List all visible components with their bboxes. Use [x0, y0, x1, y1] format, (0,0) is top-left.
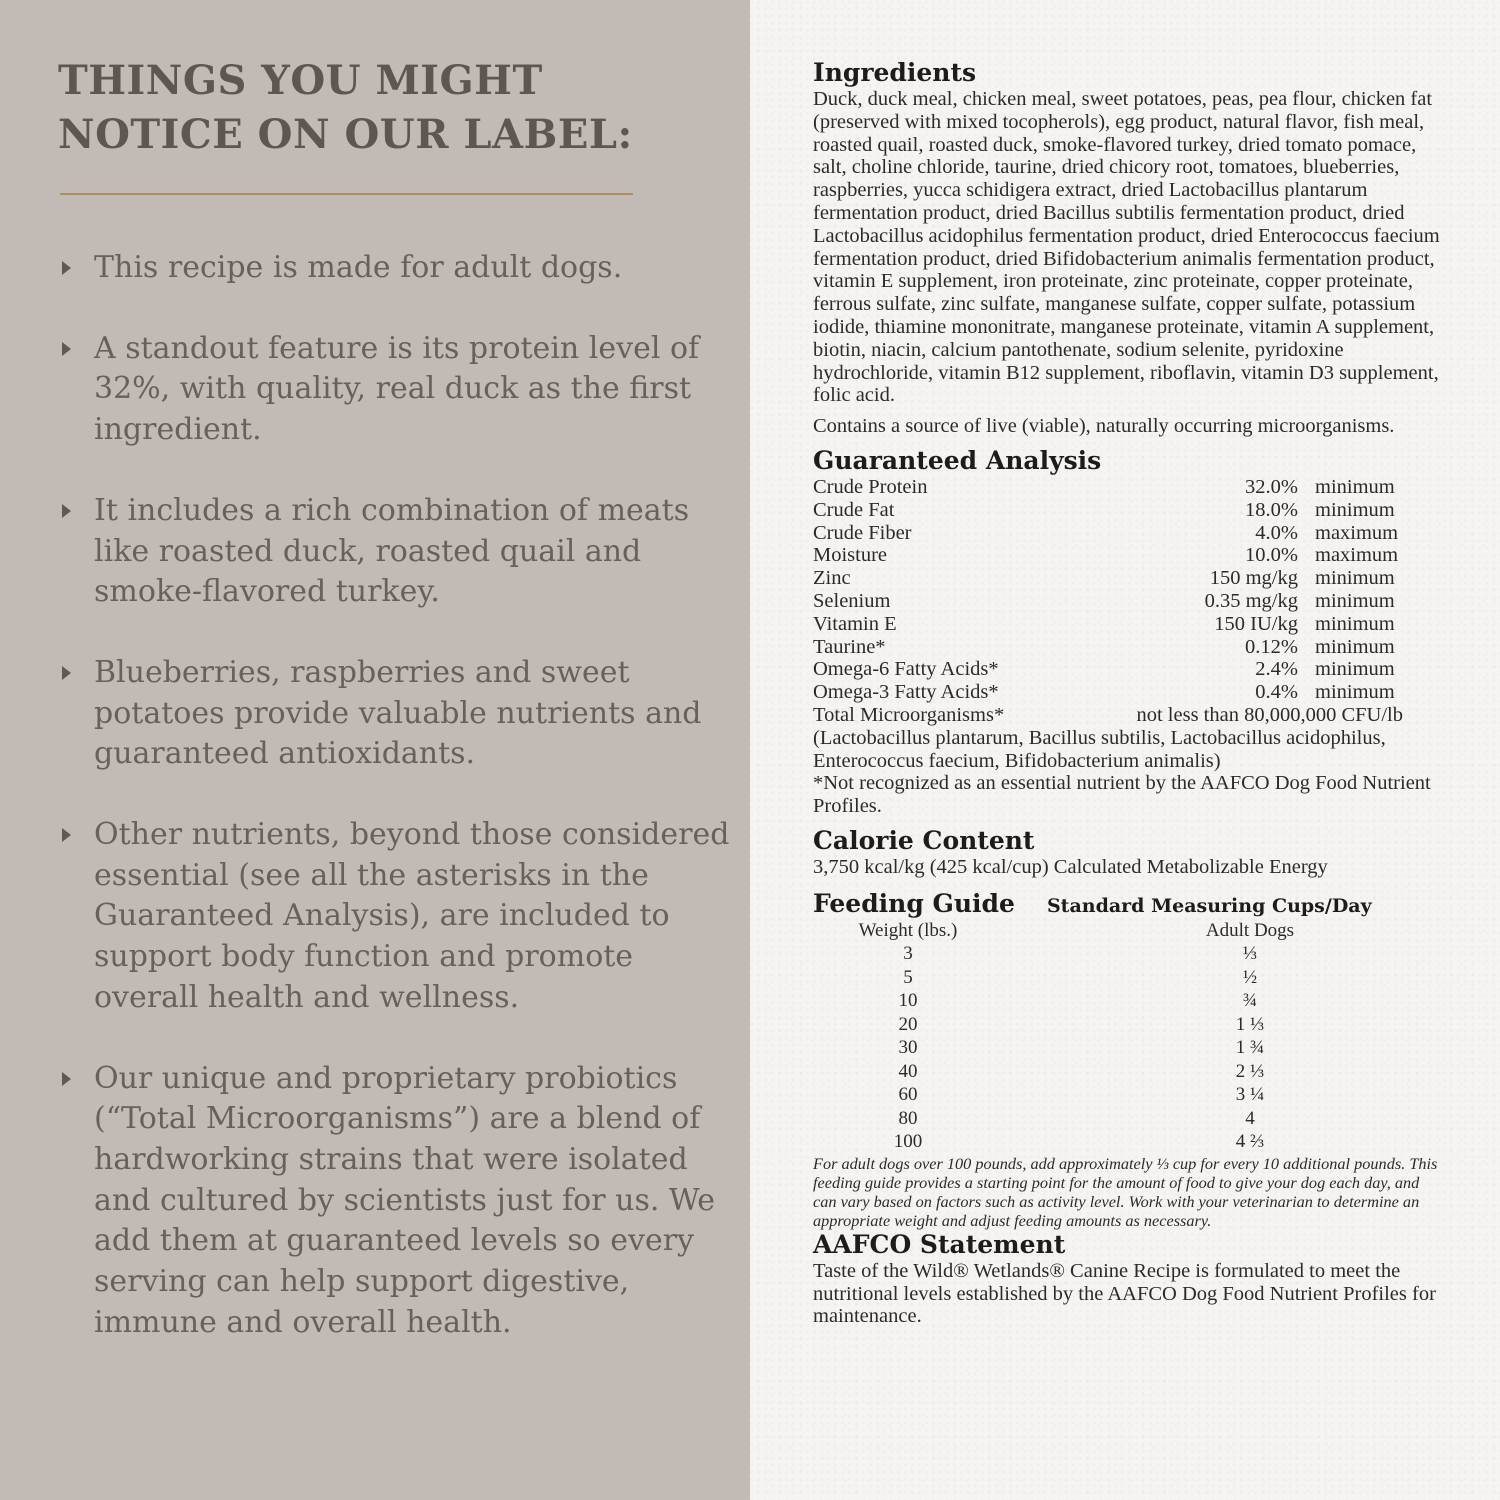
- feature-text: It includes a rich combination of meats like roasted duck, roasted quail and smoke-flavored turkey.: [94, 492, 690, 610]
- analysis-row: [813, 544, 1403, 567]
- feeding-weight: 5: [903, 966, 913, 988]
- analysis-name: Selenium: [813, 589, 891, 612]
- analysis-name: Omega-3 Fatty Acids*: [813, 681, 999, 704]
- triangle-bullet-icon: [62, 261, 71, 275]
- analysis-name: Zinc: [813, 567, 851, 590]
- feeding-row: [813, 966, 1395, 990]
- feature-item: [62, 248, 732, 289]
- feature-text: Blueberries, raspberries and sweet potatoes provide valuable nutrients and guaranteed antioxidants.: [94, 654, 702, 772]
- analysis-value: 0.35 mg/kg: [1204, 589, 1298, 612]
- guaranteed-analysis-title: Guaranteed Analysis: [813, 445, 1102, 475]
- analysis-row: [813, 522, 1403, 545]
- analysis-value: 150 IU/kg: [1214, 612, 1298, 635]
- microorganisms-note: Contains a source of live (viable), naturally occurring microorganisms.: [813, 415, 1395, 438]
- feeding-row: [813, 1036, 1395, 1060]
- feeding-cups: 1 ⅓: [1235, 1013, 1265, 1035]
- feeding-cups: 1 ¾: [1235, 1037, 1265, 1059]
- analysis-value: 0.12%: [1245, 635, 1298, 658]
- analysis-qualifier: minimum: [1315, 635, 1395, 658]
- headline-divider: [60, 193, 633, 195]
- feeding-guide-section: [813, 889, 1443, 1230]
- analysis-qualifier: minimum: [1315, 612, 1395, 635]
- analysis-qualifier: maximum: [1315, 521, 1399, 544]
- calorie-text: 3,750 kcal/kg (425 kcal/cup) Calculated Metabolizable Energy: [813, 855, 1328, 878]
- feeding-note: For adult dogs over 100 pounds, add approximately ⅓ cup for every 10 additional pounds. This feeding guide provides a starting point for the amount of food to give your dog each day, and can vary based on factors such as activity level. Work with your veterinarian to determine an appropriate weight and adjust feeding amounts as necessary.: [813, 1153, 1438, 1230]
- analysis-name: Taurine*: [813, 635, 886, 658]
- feature-text: Our unique and proprietary probiotics (“Total Microorganisms”) are a blend of hardworking strains that were isolated and cultured by scientists just for us. We add them at guaranteed levels so every serving can help support digestive, immune and overall health.: [94, 1060, 716, 1340]
- ingredients-section: [813, 58, 1443, 438]
- feeding-weight: 80: [898, 1107, 918, 1129]
- analysis-row: [813, 590, 1403, 613]
- analysis-value: 4.0%: [1255, 521, 1298, 544]
- analysis-qualifier: minimum: [1315, 475, 1395, 498]
- analysis-name: Total Microorganisms*: [813, 703, 1005, 726]
- analysis-qualifier: maximum: [1315, 544, 1399, 567]
- guaranteed-analysis-section: [813, 446, 1443, 818]
- feeding-guide-header: [813, 889, 1443, 919]
- aafco-section: [813, 1230, 1443, 1328]
- feeding-weight: 3: [903, 943, 913, 965]
- ingredients-text: Duck, duck meal, chicken meal, sweet potatoes, peas, pea flour, chicken fat (preserved with mixed tocopherols), egg product, natural flavor, fish meal, roasted quail, roasted duck, smoke-flavored turkey, dried tomato pomace, salt, choline chloride, taurine, dried chicory root, tomatoes, blueberries, raspberries, yucca schidigera extract, dried Lactobacillus plantarum fermentation product, dried Bacillus subtilis fermentation product, dried Lactobacillus acidophilus fermentation product, dried Enterococcus faecium fermentation product, dried Bifidobacterium animalis fermentation product, vitamin E supplement, iron proteinate, zinc proteinate, copper proteinate, ferrous sulfate, zinc sulfate, manganese sulfate, copper sulfate, potassium iodide, thiamine mononitrate, manganese proteinate, vitamin A supplement, biotin, niacin, calcium pantothenate, sodium selenite, pyridoxine hydrochloride, vitamin B12 supplement, riboflavin, vitamin D3 supplement, folic acid.: [813, 88, 1440, 407]
- analysis-row: [813, 658, 1403, 681]
- panel-headline: [58, 54, 633, 162]
- triangle-bullet-icon: [62, 504, 71, 518]
- analysis-row: [813, 636, 1403, 659]
- weight-column-header: Weight (lbs.): [858, 919, 958, 941]
- feeding-cups: 2 ⅓: [1235, 1060, 1265, 1082]
- feeding-cups: ⅓: [1242, 943, 1258, 965]
- feeding-row: [813, 942, 1395, 966]
- microorganism-strains: (Lactobacillus plantarum, Bacillus subtilis, Lactobacillus acidophilus, Enterococcus faecium, Bifidobacterium animalis): [813, 726, 1386, 772]
- analysis-qualifier: minimum: [1315, 589, 1395, 612]
- headline-line: THINGS YOU MIGHT: [58, 57, 543, 104]
- aafco-title: AAFCO Statement: [813, 1229, 1066, 1259]
- analysis-qualifier: minimum: [1315, 567, 1395, 590]
- analysis-qualifier: minimum: [1315, 498, 1395, 521]
- analysis-value: 32.0%: [1245, 475, 1298, 498]
- adult-dogs-column-header: Adult Dogs: [1205, 919, 1295, 941]
- guaranteed-analysis-table: [813, 476, 1403, 727]
- feeding-cups: 3 ¼: [1235, 1084, 1265, 1106]
- analysis-row: [813, 499, 1403, 522]
- feature-item: [62, 653, 732, 775]
- analysis-name: Vitamin E: [813, 612, 897, 635]
- analysis-name: Crude Fat: [813, 498, 895, 521]
- feature-text: Other nutrients, beyond those considered essential (see all the asterisks in the Guaranteed Analysis), are included to support body function and promote overall health and wellness.: [94, 817, 730, 1015]
- aafco-text: Taste of the Wild® Wetlands® Canine Recipe is formulated to meet the nutritional levels established by the AAFCO Dog Food Nutrient Profiles for maintenance.: [813, 1259, 1436, 1328]
- feeding-row: [813, 1013, 1395, 1037]
- analysis-row: [813, 567, 1403, 590]
- triangle-bullet-icon: [62, 342, 71, 356]
- feeding-cups: ½: [1242, 966, 1258, 988]
- triangle-bullet-icon: [62, 828, 71, 842]
- feeding-table-header: [813, 919, 1395, 943]
- analysis-value: not less than 80,000,000 CFU/lb: [1136, 703, 1403, 726]
- analysis-name: Moisture: [813, 544, 888, 567]
- feeding-weight: 60: [898, 1084, 918, 1106]
- analysis-value: 0.4%: [1255, 681, 1298, 704]
- triangle-bullet-icon: [62, 1072, 71, 1086]
- analysis-row: [813, 476, 1403, 499]
- analysis-value: 18.0%: [1245, 498, 1298, 521]
- feeding-weight: 10: [898, 990, 918, 1012]
- feature-item: [62, 1059, 732, 1344]
- analysis-name: Crude Protein: [813, 475, 928, 498]
- feeding-cups: 4: [1245, 1107, 1255, 1129]
- feature-item: [62, 815, 732, 1019]
- feeding-guide-subtitle: Standard Measuring Cups/Day: [1046, 894, 1372, 917]
- feature-text: A standout feature is its protein level of 32%, with quality, real duck as the first ingredient.: [94, 330, 700, 448]
- feeding-guide-title: Feeding Guide: [813, 888, 1015, 918]
- feature-text: This recipe is made for adult dogs.: [94, 250, 623, 285]
- analysis-footnote: *Not recognized as an essential nutrient by the AAFCO Dog Food Nutrient Profiles.: [813, 772, 1431, 818]
- calorie-section: [813, 826, 1443, 879]
- feeding-row: [813, 1060, 1395, 1084]
- feeding-table: [813, 919, 1395, 1154]
- feeding-row: [813, 1083, 1395, 1107]
- feeding-cups: 4 ⅔: [1235, 1131, 1265, 1153]
- feeding-weight: 100: [893, 1131, 923, 1153]
- calorie-title: Calorie Content: [813, 825, 1035, 855]
- analysis-value: 2.4%: [1255, 658, 1298, 681]
- feature-item: [62, 491, 732, 613]
- analysis-name: Crude Fiber: [813, 521, 912, 544]
- feeding-cups: ¾: [1242, 990, 1258, 1012]
- analysis-row-total: [813, 704, 1403, 727]
- feature-item: [62, 329, 732, 451]
- analysis-row: [813, 613, 1403, 636]
- headline-line: NOTICE ON OUR LABEL:: [58, 111, 633, 158]
- analysis-name: Omega-6 Fatty Acids*: [813, 658, 999, 681]
- analysis-qualifier: minimum: [1315, 658, 1395, 681]
- feeding-row: [813, 989, 1395, 1013]
- feeding-weight: 20: [898, 1013, 918, 1035]
- analysis-qualifier: minimum: [1315, 681, 1395, 704]
- analysis-value: 150 mg/kg: [1209, 567, 1298, 590]
- analysis-row: [813, 681, 1403, 704]
- feeding-row: [813, 1107, 1395, 1131]
- feeding-row: [813, 1130, 1395, 1154]
- feature-list: [62, 248, 732, 1383]
- nutrition-label: [813, 58, 1443, 1328]
- triangle-bullet-icon: [62, 666, 71, 680]
- feeding-weight: 40: [898, 1060, 918, 1082]
- ingredients-title: Ingredients: [813, 58, 977, 87]
- feeding-weight: 30: [898, 1037, 918, 1059]
- analysis-value: 10.0%: [1245, 544, 1298, 567]
